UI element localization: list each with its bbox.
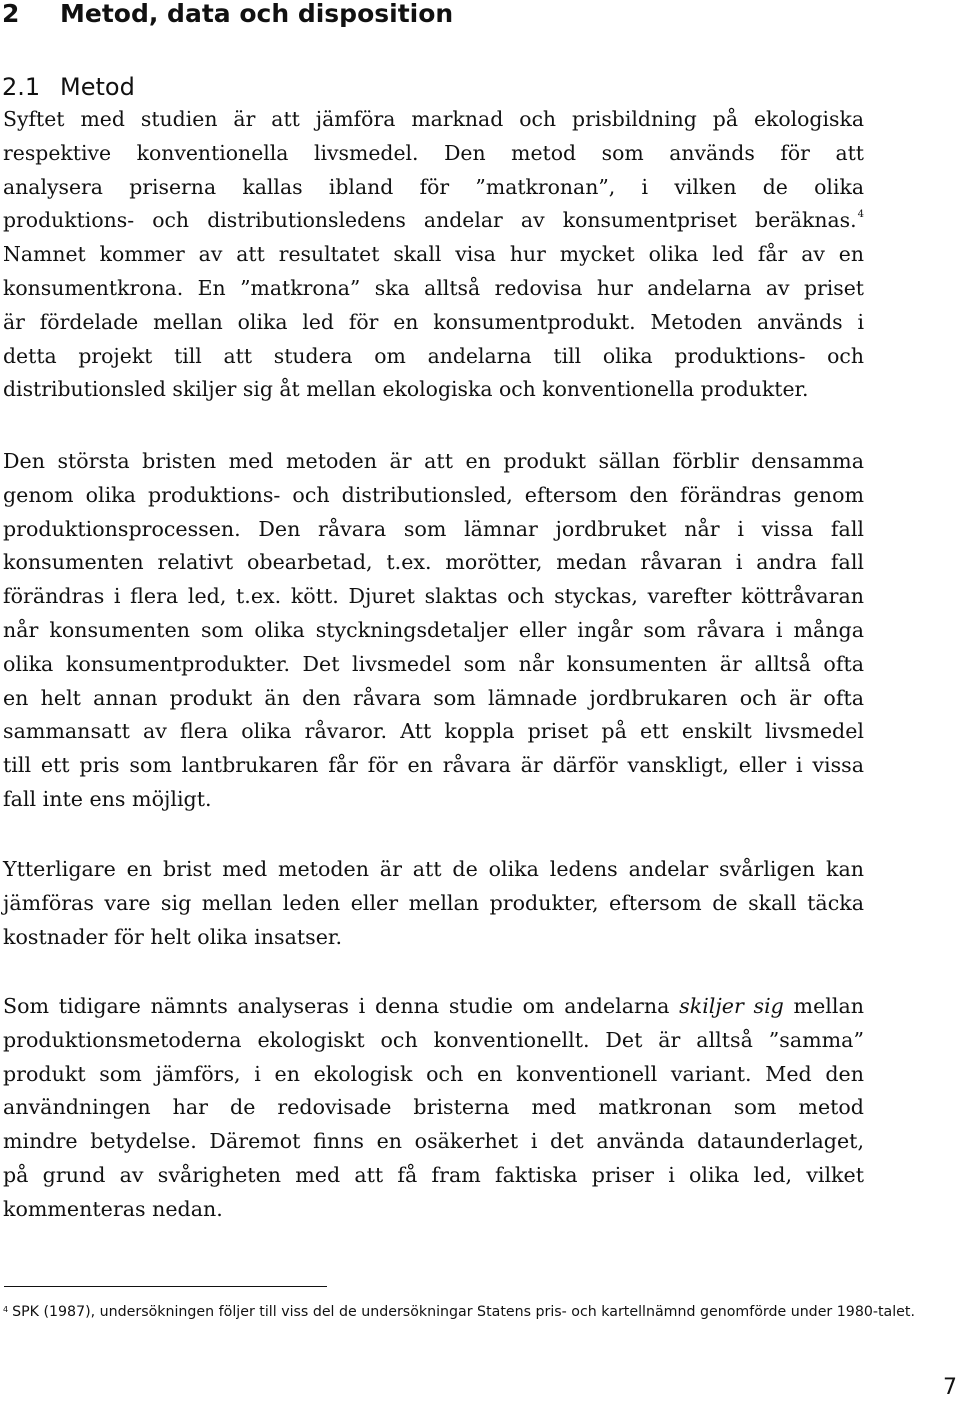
footnote (3, 1302, 915, 1322)
paragraph-line: respektive konventionella livsmedel. Den metod som används för att (3, 140, 864, 165)
paragraph-line: till ett pris som lantbrukaren får för en råvara är därför vanskligt, eller i vissa (3, 753, 864, 778)
paragraph-line: på grund av svårigheten med att få fram faktiska priser i olika led, vilket (3, 1162, 864, 1187)
paragraph-line (3, 204, 864, 238)
footnote-divider (4, 1286, 327, 1287)
paragraph-line: fall inte ens möjligt. (3, 786, 212, 811)
paragraph-line: en helt annan produkt än den råvara som lämnade jordbrukaren och är ofta (3, 685, 864, 710)
paragraph-line: konsumentkrona. En ”matkrona” ska alltså redovisa hur andelarna av priset (3, 275, 864, 300)
paragraph-line-text: produktions- och distributionsledens andelar av konsumentpriset beräknas. (3, 208, 857, 233)
footnote-reference[interactable]: 4 (857, 209, 864, 221)
paragraph-line-text: Som tidigare nämnts analyseras i denna studie om andelarna (3, 994, 680, 1018)
paragraph-method-purpose (3, 103, 864, 407)
paragraph-line: kommenteras nedan. (3, 1196, 223, 1221)
paragraph-line: användningen har de redovisade bristerna med matkronan som metod (3, 1095, 864, 1120)
paragraph-line: konsumenten relativt obearbetad, t.ex. morötter, medan råvaran i andra fall (3, 550, 864, 575)
emphasized-text: skiljer sig (679, 994, 784, 1018)
chapter-number: 2 (2, 0, 20, 28)
paragraph-line: detta projekt till att studera om andelarna till olika produktions- och (3, 343, 864, 368)
section-title: Metod (60, 73, 135, 101)
paragraph-line: sammansatt av flera olika råvaror. Att koppla priset på ett enskilt livsmedel (3, 719, 864, 744)
paragraph-line-text: mellan (783, 994, 864, 1018)
paragraph-method-weakness (3, 445, 864, 817)
chapter-title: Metod, data och disposition (60, 0, 454, 28)
paragraph-line: jämföras vare sig mellan leden eller mellan produkter, eftersom de skall täcka (3, 890, 864, 915)
paragraph-line: Ytterligare en brist med metoden är att de olika ledens andelar svårligen kan (3, 857, 864, 881)
paragraph-line: olika konsumentprodukter. Det livsmedel som når konsumenten är alltså ofta (3, 651, 864, 676)
paragraph-line: förändras i flera led, t.ex. kött. Djuret slaktas och styckas, varefter köttråvaran (3, 584, 864, 609)
footnote-number: 4 (3, 1305, 9, 1314)
paragraph-additional-weakness (3, 853, 864, 954)
paragraph-line: produktionsprocessen. Den råvara som lämnar jordbruket når i vissa fall (3, 516, 864, 541)
chapter-heading (2, 0, 453, 32)
paragraph-line: produkt som jämförs, i en ekologisk och en konventionell variant. Med den (3, 1061, 864, 1086)
paragraph-line: Syftet med studien är att jämföra marknad och prisbildning på ekologiska (3, 107, 864, 131)
section-number: 2.1 (2, 73, 41, 101)
footnote-text: SPK (1987), undersökningen följer till viss del de undersökningar Statens pris- och kartellnämnd genomförde under 1980-talet. (12, 1304, 915, 1320)
paragraph-line: kostnader för helt olika insatser. (3, 924, 343, 949)
paragraph-line: analysera priserna kallas ibland för ”matkronan”, i vilken de olika (3, 174, 864, 199)
paragraph-line: Namnet kommer av att resultatet skall visa hur mycket olika led får av en (3, 242, 864, 267)
paragraph-line: Den största bristen med metoden är att en produkt sällan förblir densamma (3, 449, 864, 473)
paragraph-line: genom olika produktions- och distributionsled, eftersom den förändras genom (3, 482, 864, 507)
paragraph-line: produktionsmetoderna ekologiskt och konventionellt. Det är alltså ”samma” (3, 1027, 864, 1052)
paragraph-line: når konsumenten som olika styckningsdetaljer eller ingår som råvara i många (3, 617, 864, 642)
paragraph-line: är fördelade mellan olika led för en konsumentprodukt. Metoden används i (3, 309, 864, 334)
page-number: 7 (943, 1375, 957, 1400)
paragraph-line (3, 990, 864, 1024)
section-heading (2, 70, 135, 104)
paragraph-line: mindre betydelse. Däremot finns en osäkerhet i det använda dataunderlaget, (3, 1129, 864, 1154)
paragraph-study-comparison (3, 990, 864, 1227)
paragraph-line: distributionsled skiljer sig åt mellan ekologiska och konventionella produkter. (3, 377, 809, 402)
